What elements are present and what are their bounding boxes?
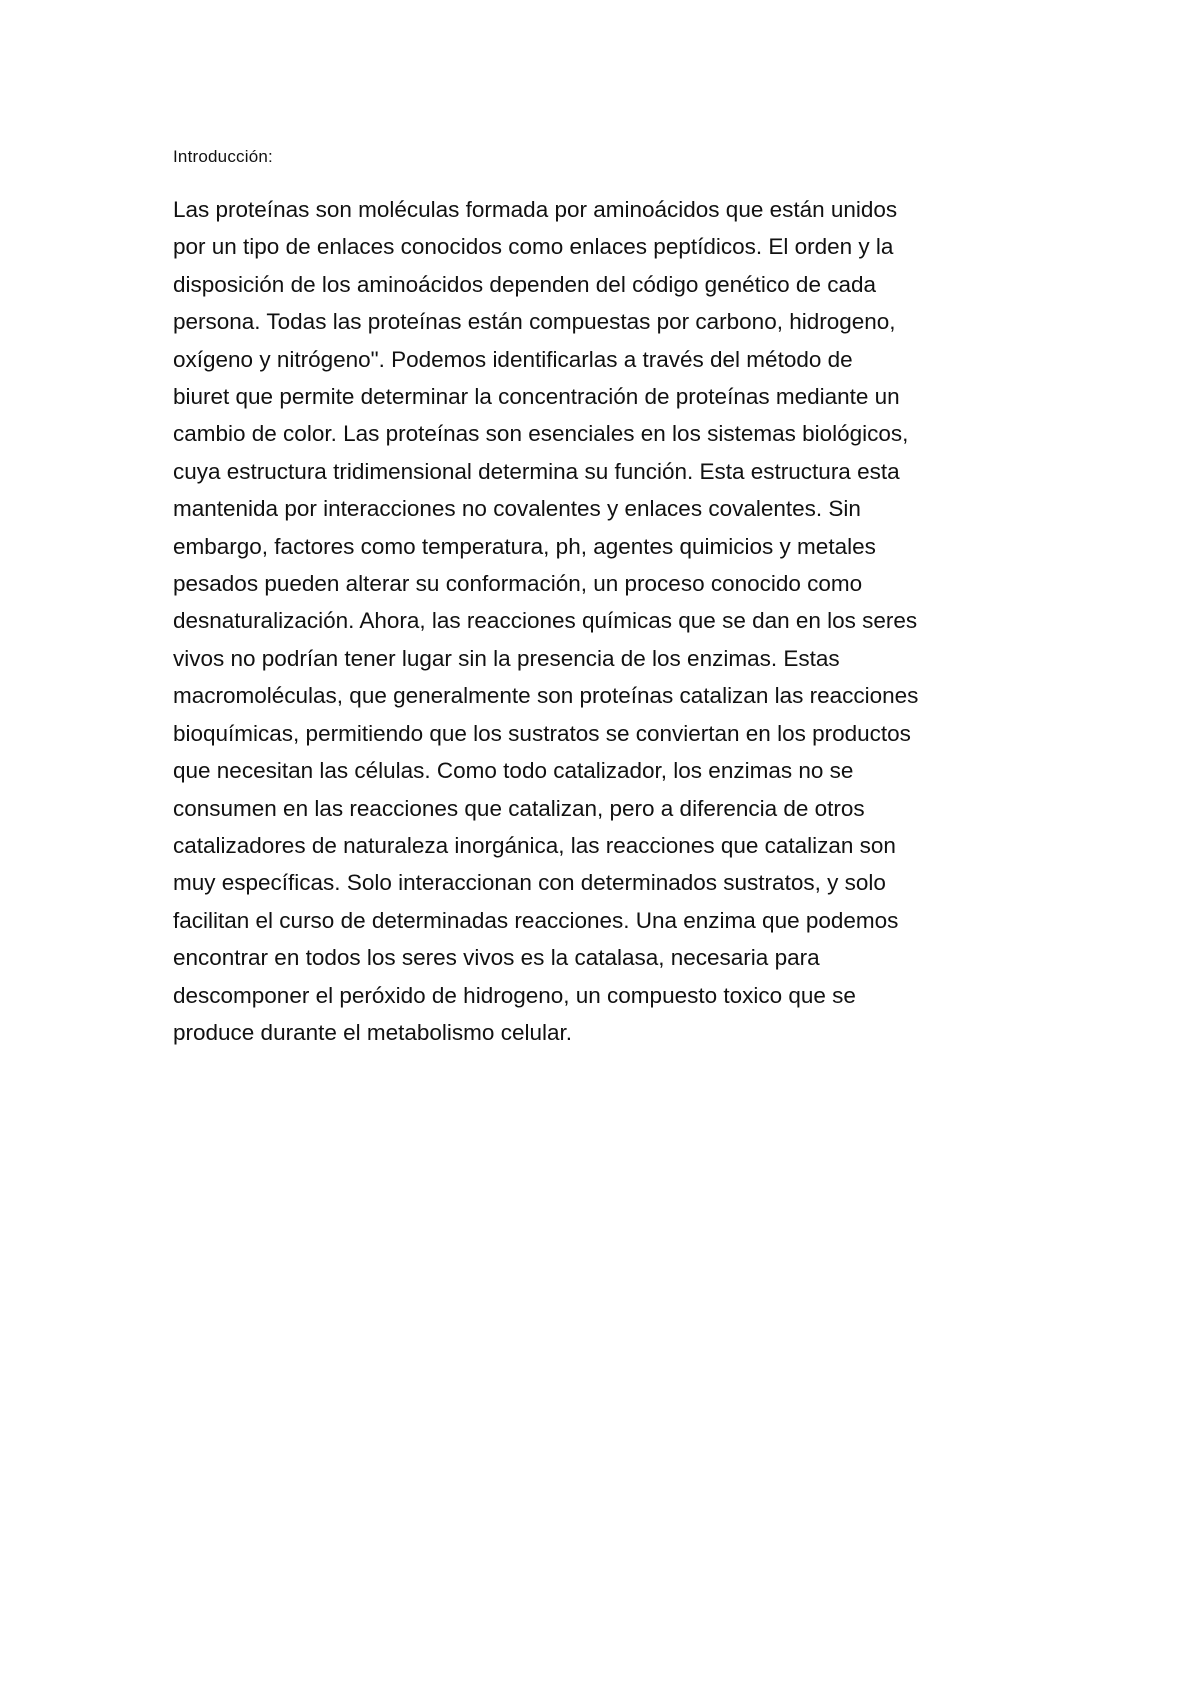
body-paragraph xyxy=(173,191,1073,1051)
paragraph-line: oxígeno y nitrógeno". Podemos identificarlas a través del método de xyxy=(173,346,853,372)
paragraph-line: embargo, factores como temperatura, ph, agentes quimicios y metales xyxy=(173,533,876,559)
paragraph-line: bioquímicas, permitiendo que los sustratos se conviertan en los productos xyxy=(173,720,911,746)
paragraph-line: macromoléculas, que generalmente son proteínas catalizan las reacciones xyxy=(173,683,919,709)
paragraph-line: muy específicas. Solo interaccionan con determinados sustratos, y solo xyxy=(173,870,886,896)
paragraph-line: produce durante el metabolismo celular. xyxy=(173,1019,572,1045)
paragraph-line: por un tipo de enlaces conocidos como enlaces peptídicos. El orden y la xyxy=(173,234,894,260)
paragraph-line: biuret que permite determinar la concentración de proteínas mediante un xyxy=(173,384,900,410)
paragraph-line: facilitan el curso de determinadas reacciones. Una enzima que podemos xyxy=(173,907,899,933)
paragraph-line: catalizadores de naturaleza inorgánica, las reacciones que catalizan son xyxy=(173,832,896,858)
paragraph-line: disposición de los aminoácidos dependen del código genético de cada xyxy=(173,271,877,297)
paragraph-line: vivos no podrían tener lugar sin la presencia de los enzimas. Estas xyxy=(173,645,840,671)
paragraph-line: pesados pueden alterar su conformación, un proceso conocido como xyxy=(173,571,863,597)
paragraph-line: cambio de color. Las proteínas son esenciales en los sistemas biológicos, xyxy=(173,421,909,447)
paragraph-line: Las proteínas son moléculas formada por aminoácidos que están unidos xyxy=(173,197,898,222)
paragraph-line: desnaturalización. Ahora, las reacciones químicas que se dan en los seres xyxy=(173,608,918,634)
paragraph-line: descomponer el peróxido de hidrogeno, un compuesto toxico que se xyxy=(173,982,856,1008)
paragraph-line: cuya estructura tridimensional determina su función. Esta estructura esta xyxy=(173,458,900,484)
section-heading: Introducción: xyxy=(173,147,273,166)
paragraph-line: que necesitan las células. Como todo catalizador, los enzimas no se xyxy=(173,758,854,784)
paragraph-line: consumen en las reacciones que catalizan, pero a diferencia de otros xyxy=(173,795,865,821)
paragraph-line: encontrar en todos los seres vivos es la catalasa, necesaria para xyxy=(173,945,820,971)
paragraph-line: persona. Todas las proteínas están compuestas por carbono, hidrogeno, xyxy=(173,309,896,335)
paragraph-line: mantenida por interacciones no covalentes y enlaces covalentes. Sin xyxy=(173,496,861,522)
